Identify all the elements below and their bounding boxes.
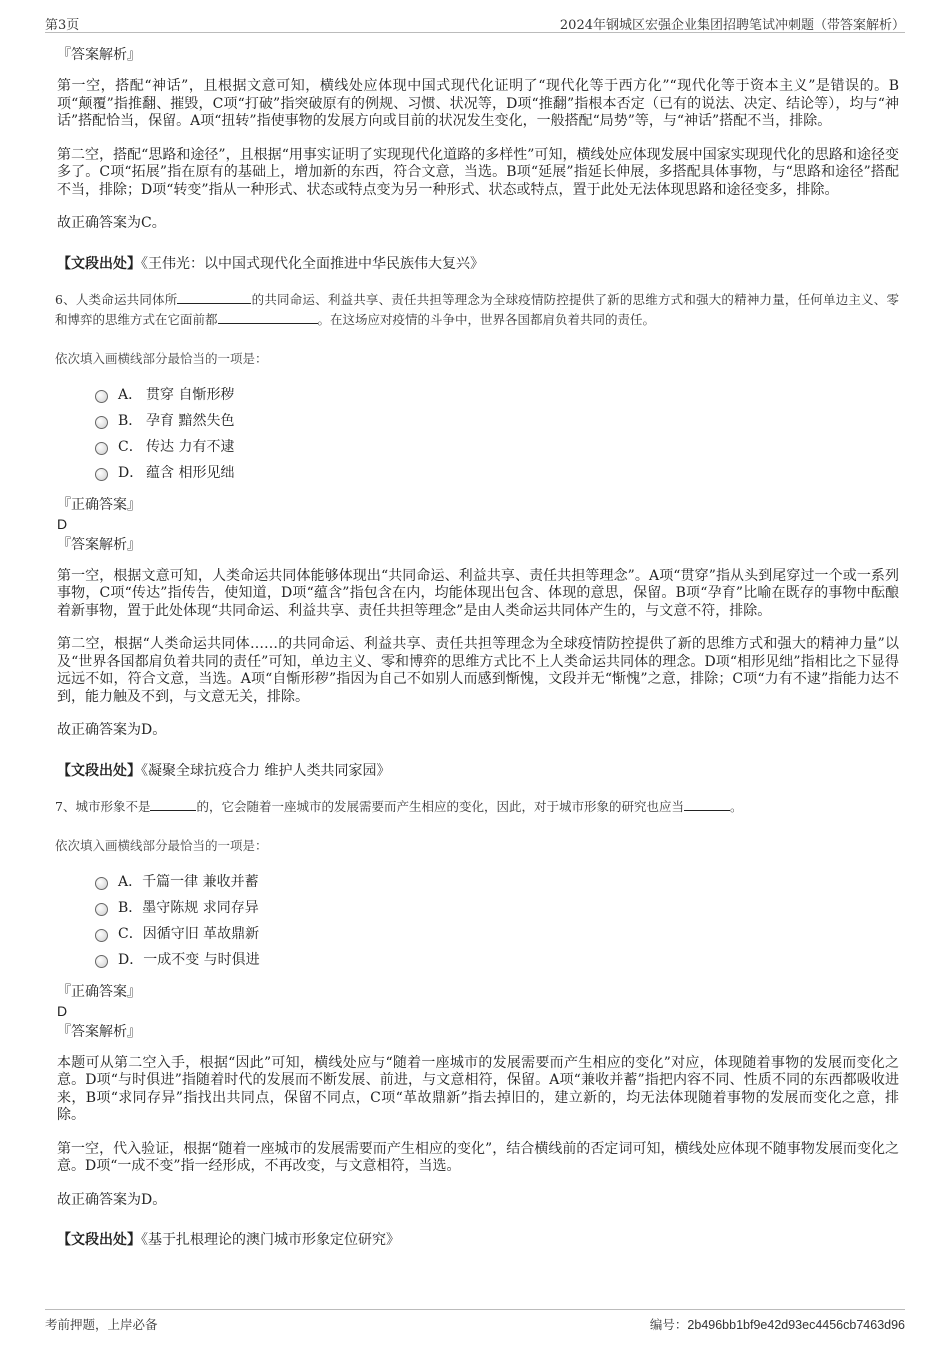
radio-icon[interactable] [95,955,108,968]
analysis-paragraph: 第一空，搭配“神话”，且根据文意可知，横线处应体现中国式现代化证明了“现代化等于西方化”“现代化等于资本主义”是错误的。B项“颠覆”指推翻、摧毁，C项“打破”指突破原有的例规、习惯、状况等，D项“推翻”指根本否定（已有的说法、决定、结论等），均与“神话”搭配恰当，保留。A项“扭转”指使事物的发展方向或目前的状况发生变化，一般搭配“局势”等，与“神话”搭配不当，排除。 [57,78,899,129]
blank-line [684,797,730,811]
source-line [57,255,899,273]
main-content [57,46,899,1266]
correct-answer: D [57,1002,68,1019]
analysis-heading: 『答案解析』 [57,536,141,553]
analysis-heading: 『答案解析』 [57,1023,141,1040]
source-title: 《基于扎根理论的澳门城市形象定位研究》 [141,1232,400,1248]
radio-icon[interactable] [95,390,108,403]
analysis-heading: 『答案解析』 [57,47,141,63]
option-b[interactable]: B． 孕育 黯然失色 [95,408,899,434]
question-7-options [95,869,899,973]
option-b[interactable]: B． 墨守陈规 求同存异 [95,895,899,921]
analysis-paragraph: 第一空，代入验证，根据“随着一座城市的发展需要而产生相应的变化”，结合横线前的否定词可知，横线处应体现不随事物发展而变化之意。D项“一成不变”指一经形成，不再改变，与文意相符，当选。 [57,1140,899,1174]
radio-icon[interactable] [95,442,108,455]
radio-icon[interactable] [95,468,108,481]
source-tag: 【文段出处】 [57,1232,141,1248]
question-prompt: 依次填入画横线部分最恰当的一项是： [55,350,268,366]
question-6-options [95,382,899,486]
question-6-text: 6、人类命运共同体所 的共同命运、利益共享、责任共担等理念为全球疫情防控提供了新的思维方式和强大的精神力量，任何单边主义、零和博弈的思维方式在它面前都 。在这场应对疫情的斗争中，世界各国都肩负着共同的责任。 [55,291,899,327]
answer-heading: 『正确答案』 [57,496,141,513]
conclusion-text: 故正确答案为D。 [57,722,167,738]
correct-answer: D [57,515,68,532]
blank-line [150,797,196,811]
footer-slogan: 考前押题，上岸必备 [45,1317,158,1332]
radio-icon[interactable] [95,416,108,429]
source-tag: 【文段出处】 [57,762,141,779]
document-title: 2024年钢城区宏强企业集团招聘笔试冲刺题（带答案解析） [559,18,905,33]
conclusion-text: 故正确答案为D。 [57,1191,167,1208]
answer-heading: 『正确答案』 [57,983,141,1000]
source-line [57,1231,899,1249]
document-code: 编号：2b496bb1bf9e42d93ec4456cb7463d96 [649,1317,905,1332]
source-line [57,762,899,780]
radio-icon[interactable] [95,903,108,916]
page-footer [45,1309,905,1332]
option-a[interactable]: A． 贯穿 自惭形秽 [95,382,899,408]
page-header [45,12,905,33]
conclusion-text: 故正确答案为C。 [57,215,166,231]
source-title: 《凝聚全球抗疫合力 维护人类共同家园》 [141,762,391,779]
radio-icon[interactable] [95,929,108,942]
blank-line [218,310,318,324]
option-d[interactable]: D． 一成不变 与时俱进 [95,947,899,973]
analysis-paragraph: 第一空，根据文意可知，人类命运共同体能够体现出“共同命运、利益共享、责任共担等理念”。A项“贯穿”指从头到尾穿过一个或一系列事物，C项“传达”指传告，使知道，D项“蕴含”指包含在内，均能体现出包含、体现的意思，保留。B项“孕育”比喻在既存的事物中酝酿着新事物，置于此处体现“共同命运、利益共享、责任共担等理念”是由人类命运共同体产生的，与文意不符，排除。 [57,567,899,619]
analysis-paragraph: 第二空，根据“人类命运共同体……的共同命运、利益共享、责任共担等理念为全球疫情防控提供了新的思维方式和强大的精神力量”以及“世界各国都肩负着共同的责任”可知，单边主义、零和博弈的思维方式比不上人类命运共同体的理念。D项“相形见绌”指相比之下显得远远不如，符合文意，当选。A项“自惭形秽”指因为自己不如别人而感到惭愧，文段并无“惭愧”之意，排除；C项“力有不逮”指能力达不到，能力触及不到，与文意无关，排除。 [57,636,899,705]
analysis-paragraph: 本题可从第二空入手，根据“因此”可知，横线处应与“随着一座城市的发展需要而产生相应的变化”对应，体现随着事物的发展而变化之意。D项“与时俱进”指随着时代的发展而不断发展、前进，与文意相符，保留。A项“兼收并蓄”指把内容不同、性质不同的东西都吸收进来，B项“求同存异”指找出共同点，保留不同点，C项“革故鼎新”指去掉旧的，建立新的，均无法体现随着事物的发展而变化之意，排除。 [57,1054,899,1123]
option-c[interactable]: C． 因循守旧 革故鼎新 [95,921,899,947]
question-prompt: 依次填入画横线部分最恰当的一项是： [55,837,268,853]
option-d[interactable]: D． 蕴含 相形见绌 [95,460,899,486]
question-7-text: 7、城市形象不是 的，它会随着一座城市的发展需要而产生相应的变化，因此，对于城市形象的研究也应当 。 [55,798,743,814]
page-number: 第3页 [45,18,80,33]
analysis-paragraph: 第二空，搭配“思路和途径”，且根据“用事实证明了实现现代化道路的多样性”可知，横线处应体现发展中国家实现现代化的思路和途径变多了。C项“拓展”指在原有的基础上，增加新的东西，符合文意，当选。B项“延展”指延长伸展，多搭配具体事物，与“思路和途径”搭配不当，排除；D项“转变”指从一种形式、状态或特点变为另一种形式、状态或特点，置于此处无法体现思路和途径变多，排除。 [57,146,899,198]
source-tag: 【文段出处】 [57,255,141,272]
radio-icon[interactable] [95,877,108,890]
option-c[interactable]: C． 传达 力有不逮 [95,434,899,460]
source-title: 《王伟光：以中国式现代化全面推进中华民族伟大复兴》 [141,255,484,272]
blank-line [177,290,251,304]
option-a[interactable]: A． 千篇一律 兼收并蓄 [95,869,899,895]
